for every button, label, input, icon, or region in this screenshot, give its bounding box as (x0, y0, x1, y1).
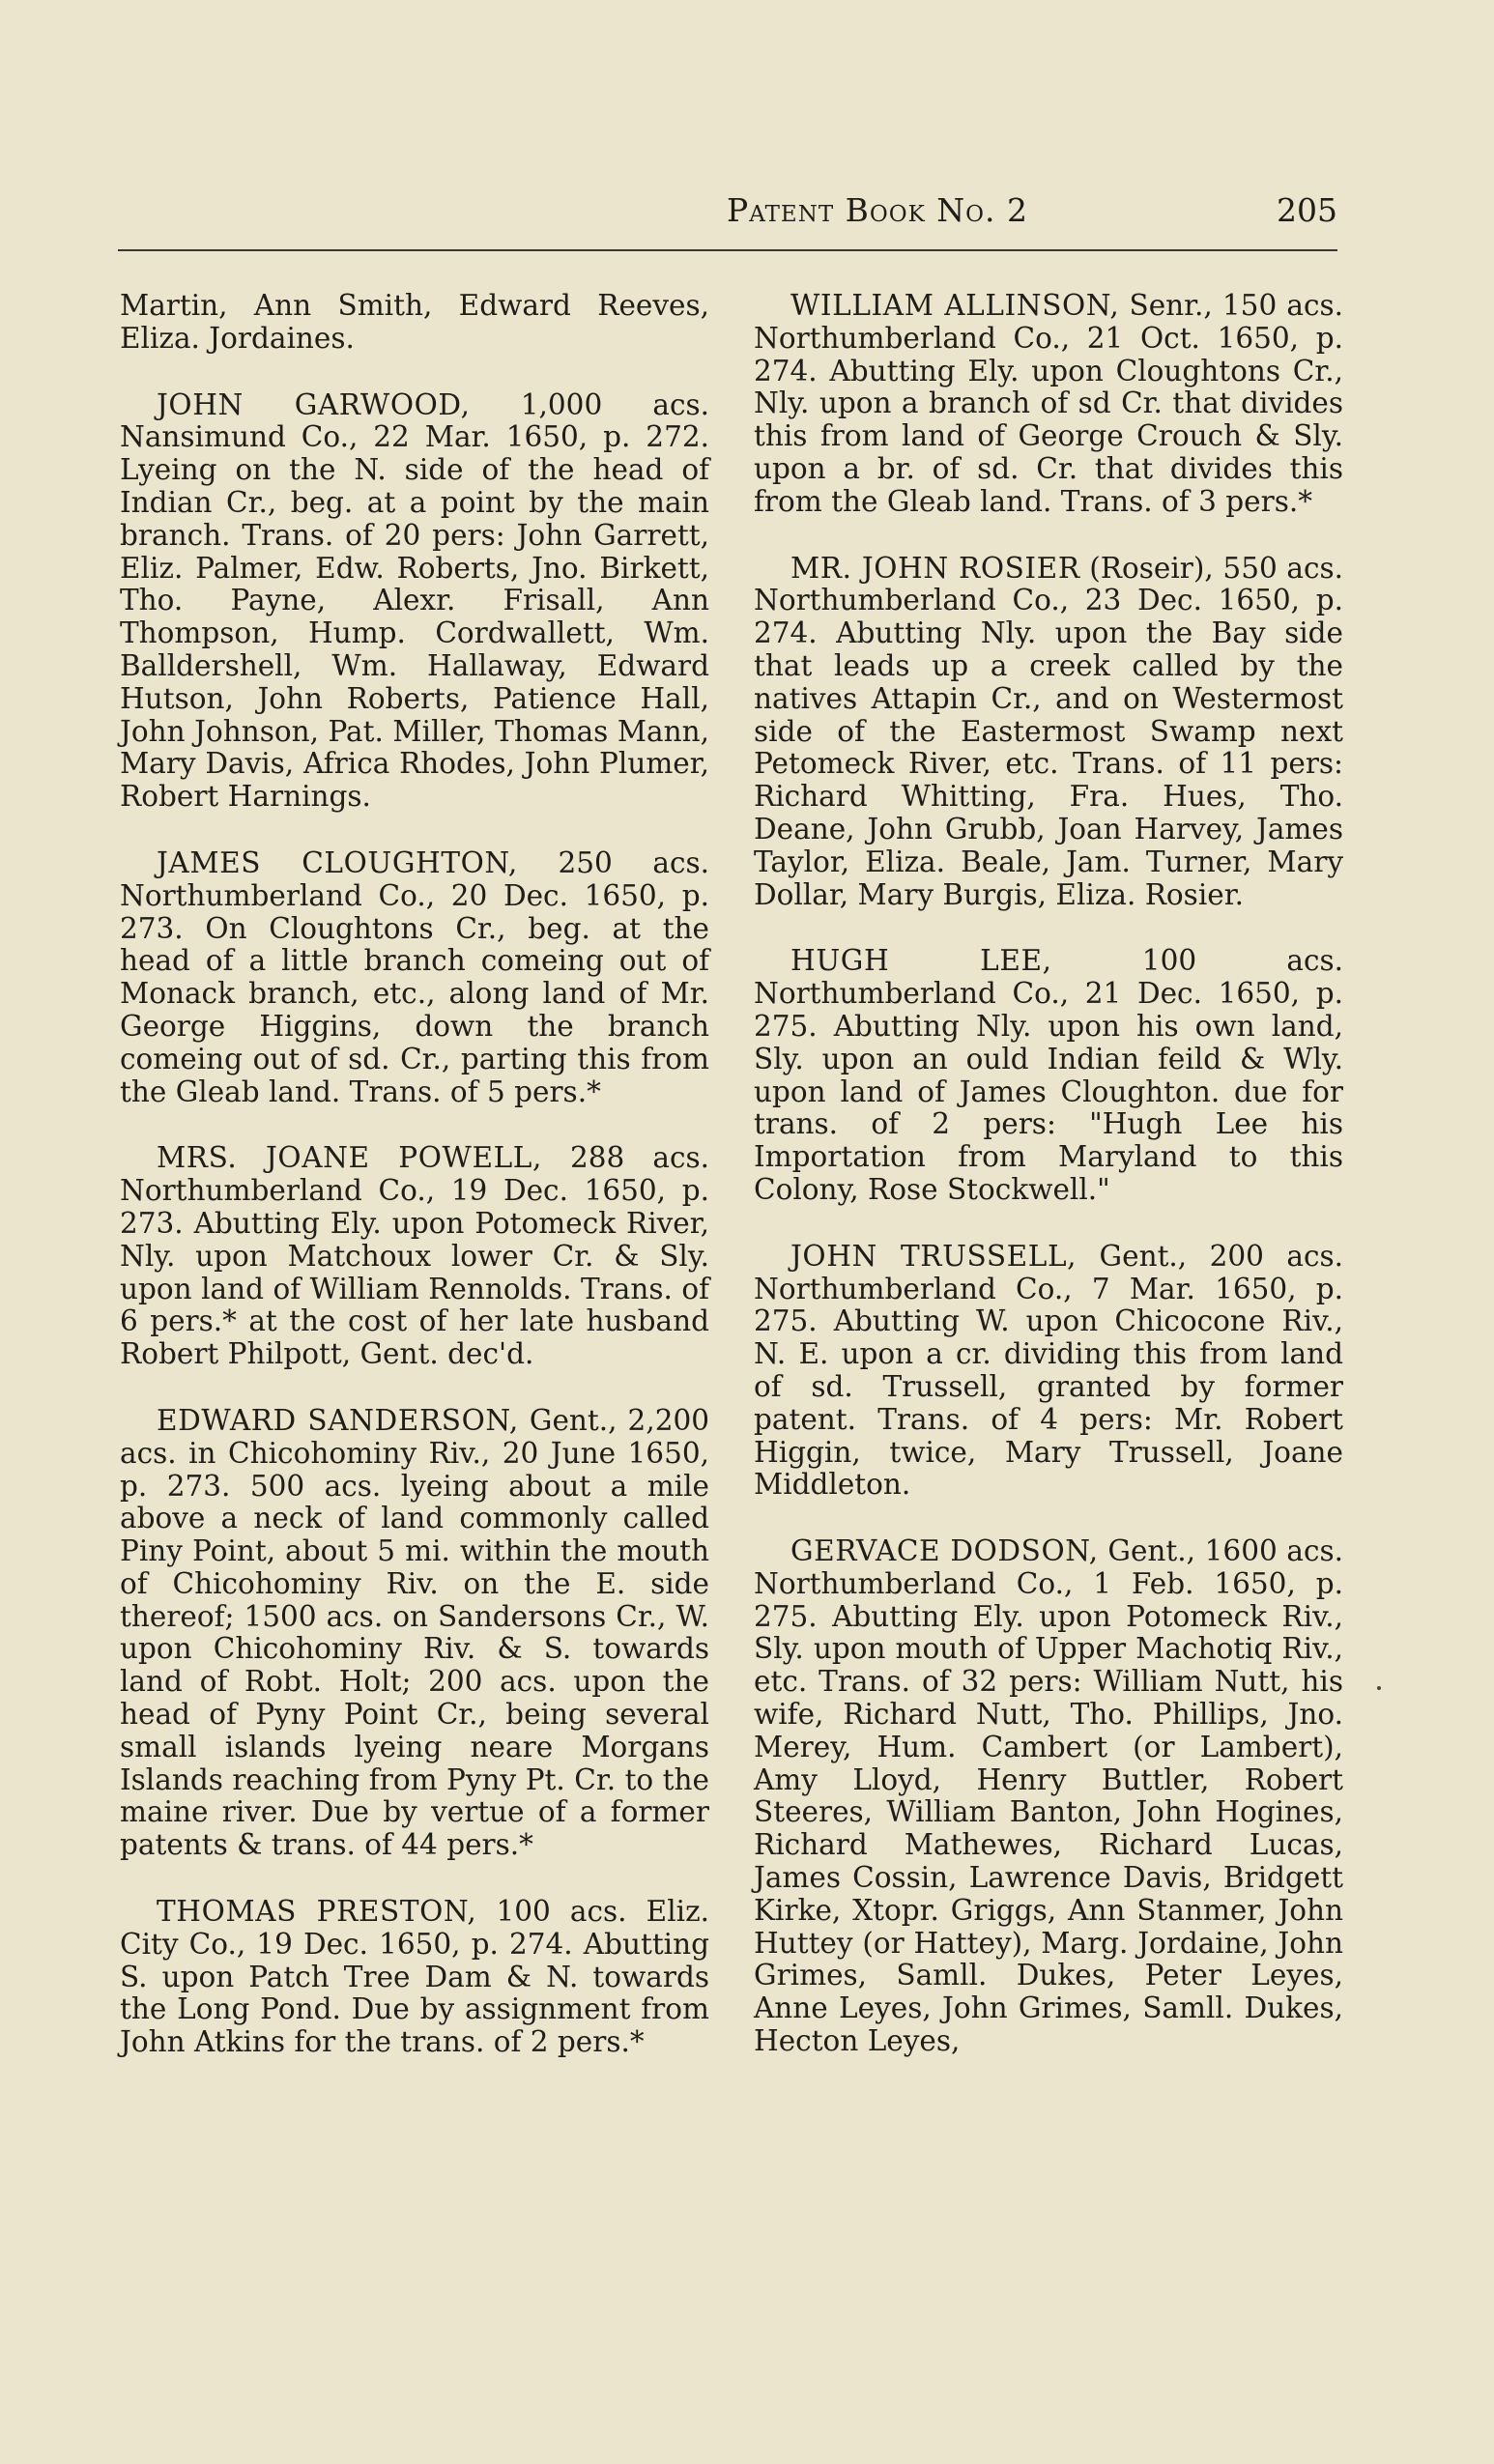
entry-name: HUGH LEE, (790, 944, 1052, 978)
entry-name: MR. JOHN ROSIER (790, 551, 1080, 585)
entry-name: THOMAS PRESTON, (157, 1895, 477, 1929)
entry-paragraph (754, 290, 1343, 519)
entry-paragraph (120, 847, 709, 1108)
entry-name: JAMES CLOUGHTON, (157, 845, 518, 879)
patent-entry (754, 1535, 1343, 2058)
entry-text: 100 acs. Northumberland Co., 21 Dec. 1650, p. 275. Abutting Nly. upon his own land, Sly. upon an ould Indian feild & Wly. upon land of James Cloughton. due for trans. of 2 pers: "Hugh Lee his Importation from Maryland to this Colony, Rose Stockwell." (754, 944, 1343, 1206)
entry-name: GERVACE DODSON, (790, 1534, 1099, 1568)
entry-text: 100 acs. Eliz. City Co., 19 Dec. 1650, p. 274. Abutting S. upon Patch Tree Dam & N. towards the Long Pond. Due by assignment from John Atkins for the trans. of 2 pers.* (120, 1895, 709, 2059)
patent-entry (754, 945, 1343, 1206)
running-title: Patent Book No. 2 (727, 191, 1028, 229)
entry-text: 288 acs. Northumberland Co., 19 Dec. 1650, p. 273. Abutting Ely. upon Potomeck River, Nly. upon Matchoux lower Cr. & Sly. upon land of William Rennolds. Trans. of 6 pers.* at the cost of her late husband Robert Philpott, Gent. dec'd. (120, 1141, 709, 1371)
entry-text: Martin, Ann Smith, Edward Reeves, Eliza. Jordaines. (120, 289, 709, 355)
entry-paragraph (120, 389, 709, 814)
page-header (118, 191, 1337, 238)
patent-entry (120, 1405, 709, 1862)
entry-paragraph (754, 945, 1343, 1206)
entry-text: Gent., 1600 acs. Northumberland Co., 1 Feb. 1650, p. 275. Abutting Ely. upon Potomeck Riv., Sly. upon mouth of Upper Machotiq Riv., etc. Trans. of 32 pers: William Nutt, his wife, Richard Nutt, Tho. Phillips, Jno. Merey, Hum. Cambert (or Lambert), Amy Lloyd, Henry Buttler, Robert Steeres, William Banton, John Hogines, Richard Mathewes, Richard Lucas, James Cossin, Lawrence Davis, Bridgett Kirke, Xtopr. Griggs, Ann Stanmer, John Huttey (or Hattey), Marg. Jordaine, John Grimes, Samll. Dukes, Peter Leyes, Anne Leyes, John Grimes, Samll. Dukes, Hecton Leyes, (754, 1534, 1343, 2058)
entry-paragraph (754, 1535, 1343, 2058)
entry-text: 250 acs. Northumberland Co., 20 Dec. 1650, p. 273. On Cloughtons Cr., beg. at the head of a little branch comeing out of Monack branch, etc., along land of Mr. George Higgins, down the branch comeing out of sd. Cr., parting this from the Gleab land. Trans. of 5 pers.* (120, 845, 709, 1108)
entry-text: Gent., 200 acs. Northumberland Co., 7 Mar. 1650, p. 275. Abutting W. upon Chicocone Riv., N. E. upon a cr. dividing this from land of sd. Trussell, granted by former patent. Trans. of 4 pers: Mr. Robert Higgin, twice, Mary Trussell, Joane Middleton. (754, 1239, 1343, 1502)
entry-paragraph (120, 1142, 709, 1371)
entry-name: JOHN GARWOOD, (157, 387, 471, 421)
patent-entry (120, 1896, 709, 2059)
entry-paragraph (754, 553, 1343, 912)
entry-name: MRS. JOANE POWELL, (157, 1141, 542, 1175)
entry-name: WILLIAM ALLINSON, (790, 289, 1120, 322)
print-speck (1377, 1686, 1381, 1690)
entry-paragraph (120, 1896, 709, 2059)
entry-text: 1,000 acs. Nansimund Co., 22 Mar. 1650, p. 272. Lyeing on the N. side of the head of Indian Cr., beg. at a point by the main branch. Trans. of 20 pers: John Garrett, Eliz. Palmer, Edw. Roberts, Jno. Birkett, Tho. Payne, Alexr. Frisall, Ann Thompson, Hump. Cordwallett, Wm. Balldershell, Wm. Hallaway, Edward Hutson, John Roberts, Patience Hall, John Johnson, Pat. Miller, Thomas Mann, Mary Davis, Africa Rhodes, John Plumer, Robert Harnings. (120, 387, 709, 814)
left-column (120, 290, 709, 2093)
entry-paragraph (120, 290, 709, 356)
entry-paragraph (120, 1405, 709, 1862)
patent-entry (120, 389, 709, 814)
entry-text: Senr., 150 acs. Northumberland Co., 21 Oct. 1650, p. 274. Abutting Ely. upon Cloughtons Cr., Nly. upon a branch of sd Cr. that divides this from land of George Crouch & Sly. upon a br. of sd. Cr. that divides this from the Gleab land. Trans. of 3 pers.* (754, 289, 1343, 518)
patent-entry (754, 290, 1343, 519)
right-column (754, 290, 1343, 2092)
patent-entry (754, 553, 1343, 912)
entry-paragraph (754, 1241, 1343, 1502)
patent-entry (754, 1241, 1343, 1502)
page-number: 205 (1277, 191, 1337, 229)
entry-text: Gent., 2,200 acs. in Chicohominy Riv., 20 June 1650, p. 273. 500 acs. lyeing about a mile above a neck of land commonly called Piny Point, about 5 mi. within the mouth of Chicohominy Riv. on the E. side thereof; 1500 acs. on Sandersons Cr., W. upon Chicohominy Riv. & S. towards land of Robt. Holt; 200 acs. upon the head of Pyny Point Cr., being several small islands lyeing neare Morgans Islands reaching from Pyny Pt. Cr. to the maine river. Due by vertue of a former patents & trans. of 44 pers.* (120, 1403, 710, 1862)
patent-entry (120, 1142, 709, 1371)
entry-text: (Roseir), 550 acs. Northumberland Co., 23 Dec. 1650, p. 274. Abutting Nly. upon the Bay side that leads up a creek called by the natives Attapin Cr., and on Westermost side of the Eastermost Swamp next Petomeck River, etc. Trans. of 11 pers: Richard Whitting, Fra. Hues, Tho. Deane, John Grubb, Joan Harvey, James Taylor, Eliza. Beale, Jam. Turner, Mary Dollar, Mary Burgis, Eliza. Rosier. (754, 551, 1343, 911)
entry-name: EDWARD SANDERSON, (157, 1403, 519, 1437)
patent-entry (120, 847, 709, 1108)
entry-name: JOHN TRUSSELL, (790, 1239, 1077, 1273)
header-rule (118, 249, 1337, 251)
continued-entry (120, 290, 709, 356)
